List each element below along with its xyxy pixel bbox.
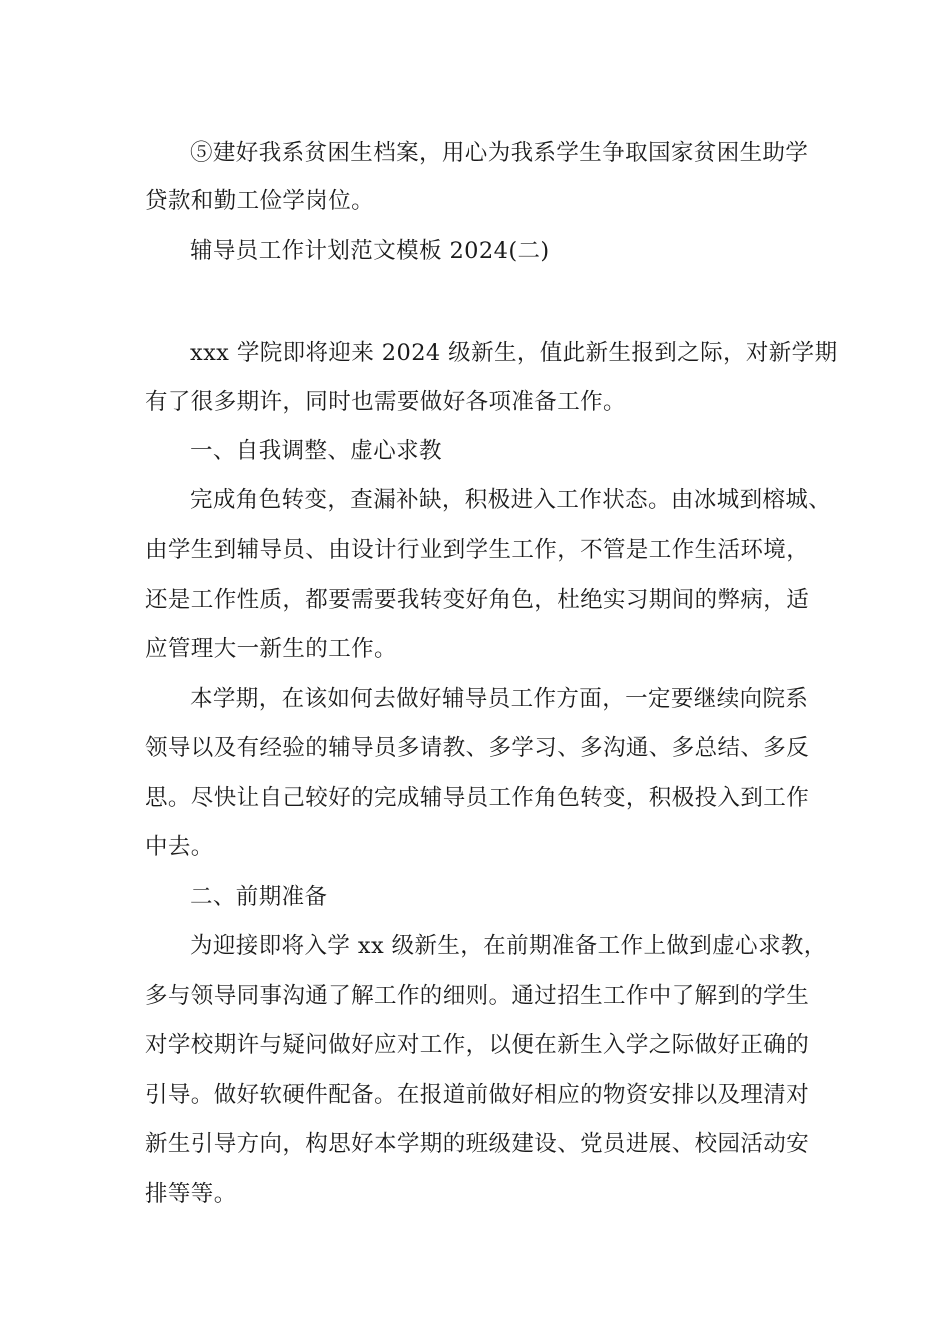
paragraph-line: 思。尽快让自己较好的完成辅导员工作角色转变，积极投入到工作 (145, 785, 810, 811)
section-heading: 二、前期准备 (190, 884, 328, 910)
paragraph-line: 对学校期许与疑问做好应对工作，以便在新生入学之际做好正确的 (145, 1032, 810, 1058)
section-heading: 一、自我调整、虚心求教 (190, 438, 442, 464)
paragraph-line: 有了很多期许，同时也需要做好各项准备工作。 (145, 389, 626, 415)
paragraph-line: ⑤建好我系贫困生档案，用心为我系学生争取国家贫困生助学 (190, 140, 809, 166)
paragraph-line: 由学生到辅导员、由设计行业到学生工作，不管是工作生活环境， (145, 537, 810, 563)
paragraph-line: 完成角色转变，查漏补缺，积极进入工作状态。由冰城到榕城、 (190, 487, 832, 513)
paragraph-line: 应管理大一新生的工作。 (145, 636, 397, 662)
paragraph-line: 贷款和勤工俭学岗位。 (145, 188, 375, 214)
paragraph-line: 多与领导同事沟通了解工作的细则。通过招生工作中了解到的学生 (145, 983, 810, 1009)
paragraph-line: 排等等。 (145, 1181, 237, 1207)
paragraph-line: 新生引导方向，构思好本学期的班级建设、党员进展、校园活动安 (145, 1131, 810, 1157)
paragraph-line: 本学期，在该如何去做好辅导员工作方面，一定要继续向院系 (190, 686, 809, 712)
paragraph-line: 引导。做好软硬件配备。在报道前做好相应的物资安排以及理清对 (145, 1082, 810, 1108)
paragraph-line: 还是工作性质，都要需要我转变好角色，杜绝实习期间的弊病，适 (145, 587, 810, 613)
section-title: 辅导员工作计划范文模板 2024(二) (190, 238, 550, 264)
paragraph-line: 为迎接即将入学 xx 级新生，在前期准备工作上做到虚心求教， (190, 933, 827, 959)
paragraph-line: xxx 学院即将迎来 2024 级新生，值此新生报到之际，对新学期 (190, 340, 838, 366)
paragraph-line: 领导以及有经验的辅导员多请教、多学习、多沟通、多总结、多反 (145, 735, 810, 761)
paragraph-line: 中去。 (145, 834, 214, 860)
